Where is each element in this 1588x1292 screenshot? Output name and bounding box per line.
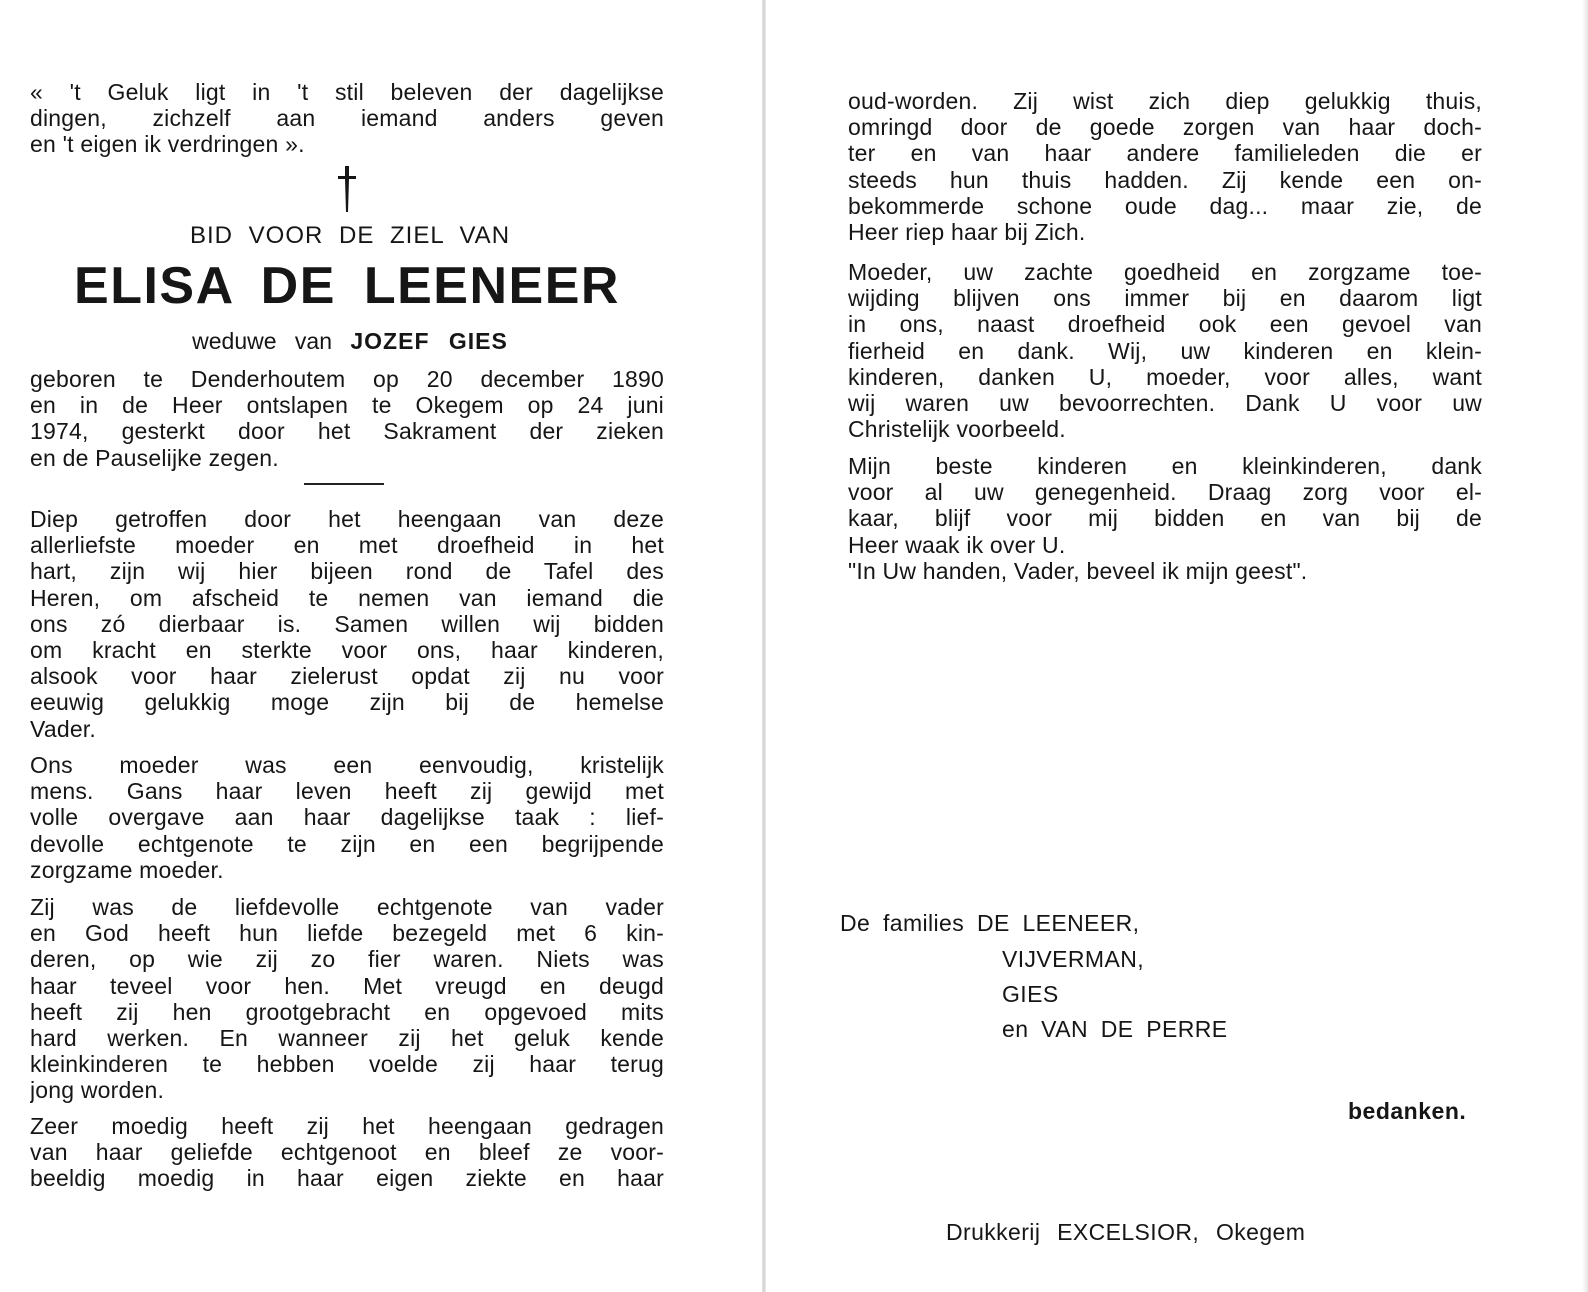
text-line: bekommerde schone oude dag... maar zie, de bbox=[848, 192, 1482, 219]
families-line: VIJVERMAN, bbox=[1002, 946, 1145, 972]
text-line: haar teveel voor hen. Met vreugd en deugd bbox=[30, 972, 664, 999]
text-line: Ons moeder was een eenvoudig, kristelijk bbox=[30, 752, 664, 778]
text-line: Christelijk voorbeeld. bbox=[848, 416, 1066, 443]
text-line: Vader. bbox=[30, 715, 96, 742]
text-line: en in de Heer ontslapen te Okegem op 24 juni bbox=[30, 392, 664, 419]
paragraph bbox=[30, 506, 664, 742]
divider bbox=[304, 483, 384, 485]
motto-line: dingen, zichzelf aan iemand anders geven bbox=[30, 105, 664, 132]
text-line: Mijn beste kinderen en kleinkinderen, dank bbox=[848, 453, 1482, 479]
widow-line bbox=[100, 328, 600, 355]
text-line: omringd door de goede zorgen van haar doch- bbox=[848, 114, 1482, 141]
text-line: deren, op wie zij zo fier waren. Niets was bbox=[30, 946, 664, 973]
text-line: Heer riep haar bij Zich. bbox=[848, 218, 1086, 245]
text-line: eeuwig gelukkig moge zijn bij de hemelse bbox=[30, 689, 664, 716]
paragraph bbox=[30, 1113, 664, 1192]
card-fold bbox=[762, 0, 766, 1292]
text-line: wij waren uw bevoorrechten. Dank U voor uw bbox=[848, 389, 1482, 416]
card-edge bbox=[1582, 0, 1588, 1292]
text-line: en God heeft hun liefde bezegeld met 6 kin- bbox=[30, 920, 664, 947]
text-line: beeldig moedig in haar eigen ziekte en haar bbox=[30, 1165, 664, 1192]
text-line: kaar, blijf voor mij bidden en van bij de bbox=[848, 505, 1482, 532]
text-line: ons zó dierbaar is. Samen willen wij bidden bbox=[30, 610, 664, 637]
text-line: volle overgave aan haar dagelijkse taak : lief- bbox=[30, 804, 664, 831]
deceased-name: ELISA DE LEENEER bbox=[74, 257, 620, 315]
motto-line: « 't Geluk ligt in 't stil beleven der dagelijkse bbox=[30, 79, 664, 105]
printer-credit: Drukkerij EXCELSIOR, Okegem bbox=[946, 1219, 1306, 1245]
text-line: mens. Gans haar leven heeft zij gewijd met bbox=[30, 778, 664, 805]
text-line: 1974, gesterkt door het Sakrament der zieken bbox=[30, 418, 664, 445]
families-line: GIES bbox=[1002, 981, 1059, 1007]
text-line: hart, zijn wij hier bijeen rond de Tafel des bbox=[30, 558, 664, 585]
paragraph bbox=[848, 88, 1482, 245]
text-line: Heren, om afscheid te nemen van iemand die bbox=[30, 584, 664, 611]
motto-line: en 't eigen ik verdringen ». bbox=[30, 131, 305, 158]
text-line: "In Uw handen, Vader, beveel ik mijn geest". bbox=[848, 557, 1308, 584]
text-line: voor al uw genegenheid. Draag zorg voor el- bbox=[848, 479, 1482, 506]
text-line: fierheid en dank. Wij, uw kinderen en klein- bbox=[848, 337, 1482, 364]
paragraph bbox=[30, 894, 664, 1104]
paragraph bbox=[848, 259, 1482, 442]
text-line: wijding blijven ons immer bij en daarom ligt bbox=[848, 285, 1482, 312]
text-line: jong worden. bbox=[30, 1077, 165, 1104]
text-line: van haar geliefde echtgenoot en bleef ze voor- bbox=[30, 1139, 664, 1166]
text-line: kleinkinderen te hebben voelde zij haar terug bbox=[30, 1051, 664, 1078]
text-line: kinderen, danken U, moeder, voor alles, want bbox=[848, 363, 1482, 390]
closing-thanks: bedanken. bbox=[1348, 1098, 1467, 1124]
text-line: heeft zij hen grootgebracht en opgevoed mits bbox=[30, 998, 664, 1025]
families-line: en VAN DE PERRE bbox=[1002, 1016, 1228, 1042]
text-line: Zeer moedig heeft zij het heengaan gedragen bbox=[30, 1113, 664, 1139]
widow-prefix: weduwe van bbox=[192, 328, 332, 354]
prayer-heading: BID VOOR DE ZIEL VAN bbox=[189, 222, 511, 249]
text-line: ter en van haar andere familieleden die er bbox=[848, 140, 1482, 167]
paragraph bbox=[30, 752, 664, 883]
text-line: Diep getroffen door het heengaan van deze bbox=[30, 506, 664, 532]
text-line: Zij was de liefdevolle echtgenote van vader bbox=[30, 894, 664, 920]
text-line: allerliefste moeder en met droefheid in het bbox=[30, 532, 664, 559]
spouse-name: JOZEF GIES bbox=[350, 328, 508, 354]
text-line: en de Pauselijke zegen. bbox=[30, 444, 279, 471]
paragraph bbox=[848, 453, 1482, 584]
motto bbox=[30, 79, 664, 158]
text-line: geboren te Denderhoutem op 20 december 1890 bbox=[30, 366, 664, 392]
text-line: zorgzame moeder. bbox=[30, 856, 224, 883]
text-line: devolle echtgenote te zijn en een begrijpende bbox=[30, 830, 664, 857]
families-line: De families DE LEENEER, bbox=[840, 910, 1140, 936]
birth-death-text bbox=[30, 366, 664, 471]
text-line: Heer waak ik over U. bbox=[848, 531, 1066, 558]
text-line: om kracht en sterkte voor ons, haar kinderen, bbox=[30, 636, 664, 663]
text-line: alsook voor haar zielerust opdat zij nu voor bbox=[30, 663, 664, 690]
cross-icon bbox=[336, 164, 358, 214]
text-line: oud-worden. Zij wist zich diep gelukkig thuis, bbox=[848, 88, 1482, 114]
text-line: in ons, naast droefheid ook een gevoel van bbox=[848, 311, 1482, 338]
text-line: hard werken. En wanneer zij het geluk kende bbox=[30, 1024, 664, 1051]
text-line: steeds hun thuis hadden. Zij kende een on- bbox=[848, 166, 1482, 193]
text-line: Moeder, uw zachte goedheid en zorgzame toe- bbox=[848, 259, 1482, 285]
